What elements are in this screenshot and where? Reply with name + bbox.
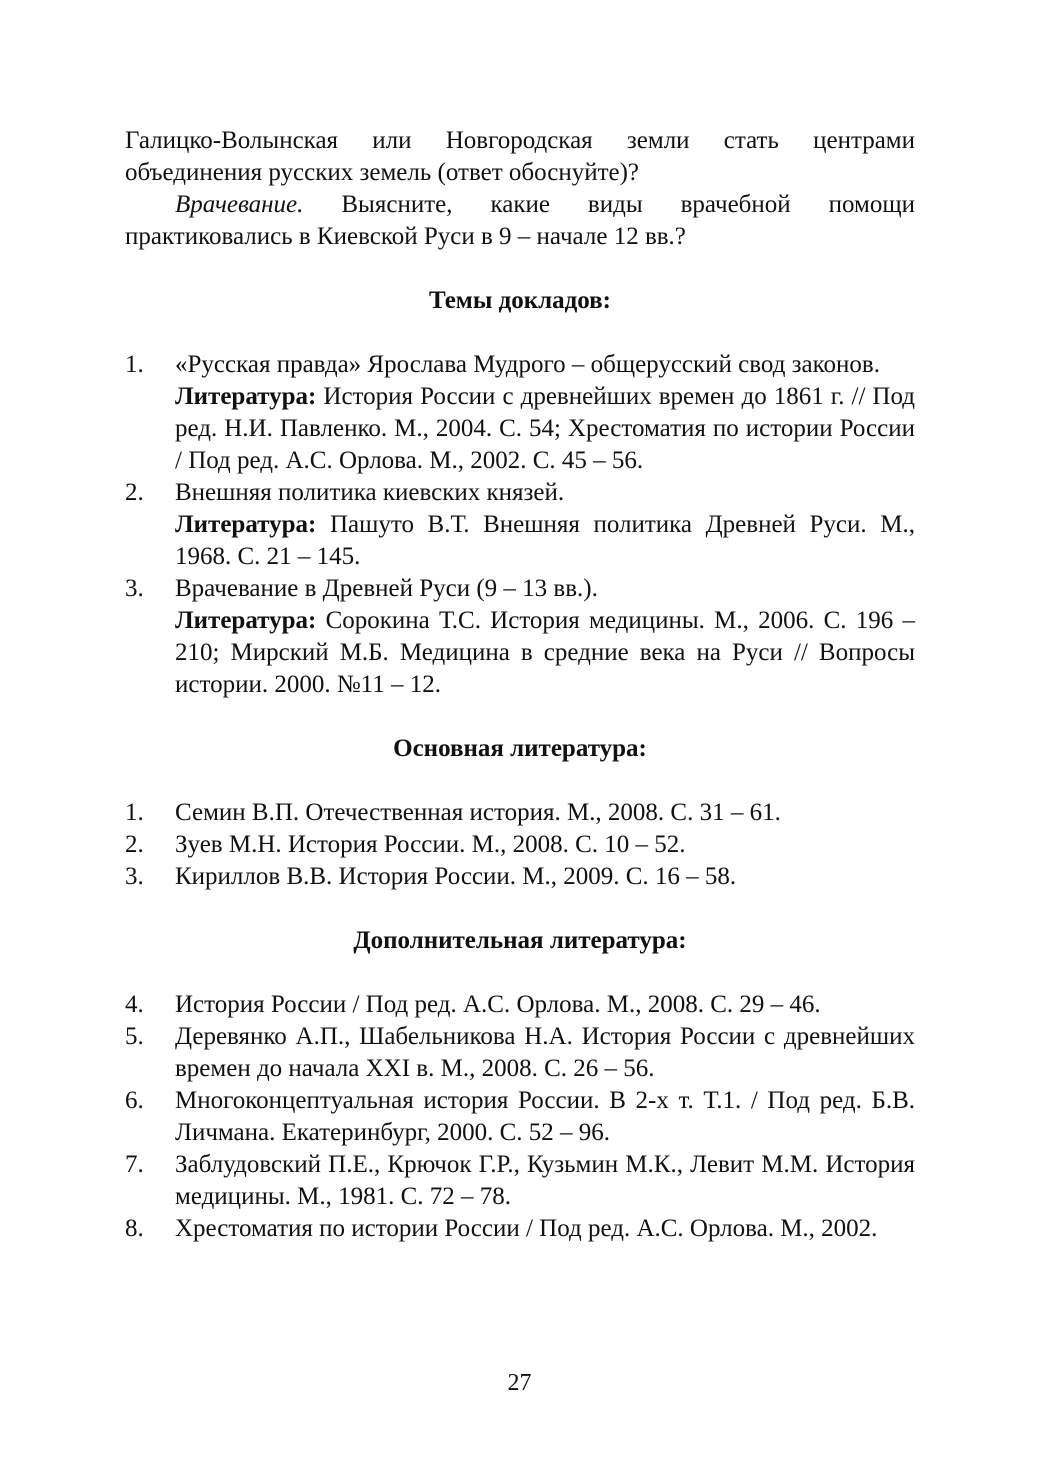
report-item-title: «Русская правда» Ярослава Мудрого – общерусский свод законов.: [175, 351, 880, 378]
main-literature-list: [125, 797, 915, 893]
main-literature-number: 1.: [125, 799, 144, 826]
extra-literature-number: 5.: [125, 1023, 144, 1050]
report-item-title: Внешняя политика киевских князей.: [175, 479, 565, 506]
extra-literature-number: 8.: [125, 1215, 144, 1242]
extra-literature-item: [125, 1213, 915, 1245]
literature-text: Пашуто В.Т. Внешняя политика Древней Руси. М., 1968. С. 21 – 145.: [175, 511, 915, 570]
intro-paragraph-1: Галицко-Волынская или Новгородская земли стать центрами объединения русских земель (ответ обоснуйте)?: [125, 127, 915, 186]
report-item-number: 2.: [125, 479, 144, 506]
main-literature-text: Кириллов В.В. История России. М., 2009. С. 16 – 58.: [175, 863, 737, 890]
extra-literature-text: Заблудовский П.Е., Крючок Г.Р., Кузьмин М.К., Левит М.М. История медицины. М., 1981. С. 72 – 78.: [175, 1151, 915, 1210]
report-item-number: 1.: [125, 351, 144, 378]
extra-literature-number: 6.: [125, 1087, 144, 1114]
intro-paragraph-2-text: Выясните, какие виды врачебной помощи практиковались в Киевской Руси в 9 – начале 12 вв.?: [125, 191, 915, 250]
literature-text: История России с древнейших времен до 1861 г. // Под ред. Н.И. Павленко. М., 2004. С. 54; Хрестоматия по истории России / Под ред. А.С. Орлова. М., 2002. С. 45 – 56.: [175, 383, 915, 474]
main-literature-number: 3.: [125, 863, 144, 890]
extra-literature-text: Хрестоматия по истории России / Под ред. А.С. Орлова. М., 2002.: [175, 1215, 878, 1242]
intro-paragraph-2-italic: Врачевание.: [175, 191, 304, 218]
main-literature-item: [125, 829, 915, 861]
main-literature-item: [125, 861, 915, 893]
extra-literature-list: [125, 989, 915, 1245]
report-item-literature: [175, 605, 915, 701]
extra-literature-heading: Дополнительная литература:: [353, 927, 687, 954]
report-item: [125, 349, 915, 477]
literature-text: Сорокина Т.С. История медицины. М., 2006. С. 196 – 210; Мирский М.Б. Медицина в средние века на Руси // Вопросы истории. 2000. №11 – 12.: [175, 607, 915, 698]
report-item: [125, 477, 915, 573]
report-item-literature: [175, 509, 915, 573]
extra-literature-number: 7.: [125, 1151, 144, 1178]
literature-label: Литература:: [175, 383, 317, 410]
intro-paragraph-2: [125, 189, 915, 253]
report-item-literature: [175, 381, 915, 477]
extra-literature-text: История России / Под ред. А.С. Орлова. М., 2008. С. 29 – 46.: [175, 991, 821, 1018]
reports-list: [125, 349, 915, 701]
reports-heading: Темы докладов:: [428, 287, 612, 314]
literature-label: Литература:: [175, 511, 317, 538]
report-item: [125, 573, 915, 701]
extra-literature-text: Многоконцептуальная история России. В 2-х т. Т.1. / Под ред. Б.В. Личмана. Екатеринбург, 2000. С. 52 – 96.: [175, 1087, 915, 1146]
extra-literature-text: Деревянко А.П., Шабельникова Н.А. История России с древнейших времен до начала XXI в. М., 2008. С. 26 – 56.: [175, 1023, 915, 1082]
page-content: [125, 125, 915, 1245]
main-literature-number: 2.: [125, 831, 144, 858]
extra-literature-number: 4.: [125, 991, 144, 1018]
main-literature-heading: Основная литература:: [393, 735, 647, 762]
extra-literature-item: [125, 1085, 915, 1149]
page-number: 27: [507, 1370, 532, 1396]
main-literature-item: [125, 797, 915, 829]
literature-label: Литература:: [175, 607, 317, 634]
report-item-number: 3.: [125, 575, 144, 602]
main-literature-text: Зуев М.Н. История России. М., 2008. С. 10 – 52.: [175, 831, 686, 858]
extra-literature-item: [125, 989, 915, 1021]
extra-literature-item: [125, 1149, 915, 1213]
main-literature-text: Семин В.П. Отечественная история. М., 2008. С. 31 – 61.: [175, 799, 781, 826]
report-item-title: Врачевание в Древней Руси (9 – 13 вв.).: [175, 575, 598, 602]
extra-literature-item: [125, 1021, 915, 1085]
